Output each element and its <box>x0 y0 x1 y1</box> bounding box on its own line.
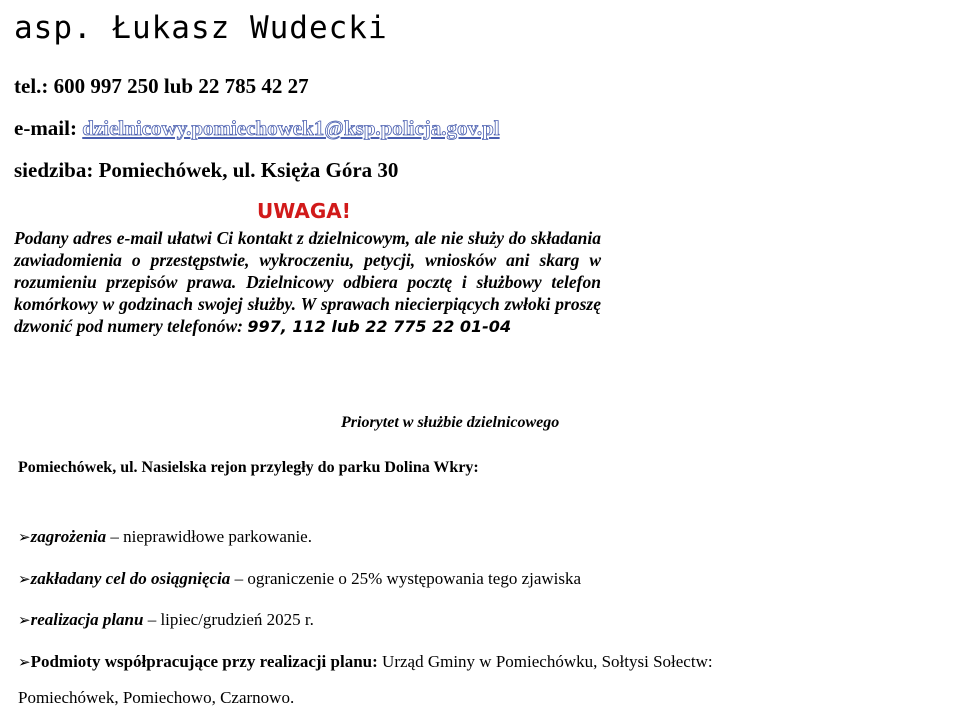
hq-label: siedziba: <box>14 158 94 182</box>
headquarters-line <box>14 158 398 183</box>
partners-continuation: Pomiechówek, Pomiechowo, Czarnowo. <box>18 688 295 707</box>
email-link[interactable]: dzielnicowy.pomiechowek1@ksp.policja.gov.pl <box>82 116 500 140</box>
item-label: zagrożenia <box>30 527 107 546</box>
list-item <box>18 569 581 589</box>
item-label: zakładany cel do osiągnięcia <box>30 569 231 588</box>
item-label: Podmioty współpracujące przy realizacji planu: <box>30 652 378 671</box>
item-text: – lipiec/grudzień 2025 r. <box>143 610 314 629</box>
priority-place: Pomiechówek, ul. Nasielska rejon przyległy do parku Dolina Wkry: <box>18 459 479 476</box>
arrow-bullet-icon: ➢ <box>18 611 31 629</box>
emergency-phones: 997, 112 lub 22 775 22 01-04 <box>247 317 512 336</box>
email-separator: : <box>69 116 77 140</box>
list-item <box>18 652 713 672</box>
arrow-bullet-icon: ➢ <box>18 570 31 588</box>
item-text: Urząd Gminy w Pomiechówku, Sołtysi Sołectw: <box>377 652 713 671</box>
warning-title: UWAGA! <box>257 199 351 223</box>
phone-value: 600 997 250 lub 22 785 42 27 <box>53 74 309 98</box>
priority-title: Priorytet w służbie dzielnicowego <box>341 414 560 431</box>
phone-line <box>14 74 309 99</box>
arrow-bullet-icon: ➢ <box>18 528 31 546</box>
list-item <box>18 610 314 630</box>
item-text: – ograniczenie o 25% występowania tego zjawiska <box>230 569 582 588</box>
officer-name: asp. Łukasz Wudecki <box>14 10 388 46</box>
list-item <box>18 527 312 547</box>
arrow-bullet-icon: ➢ <box>18 653 31 671</box>
email-line <box>14 116 500 141</box>
item-text: – nieprawidłowe parkowanie. <box>106 527 312 546</box>
hq-value: Pomiechówek, ul. Księża Góra 30 <box>98 158 399 182</box>
email-label: e-mail <box>14 116 70 140</box>
phone-label: tel.: <box>14 74 49 98</box>
warning-text: Podany adres e-mail ułatwi Ci kontakt z dzielnicowym, ale nie służy do składania zawiadomienia o przestępstwie, wykroczeniu, petycji, wniosków ani skarg w rozumieniu przepisów prawa. Dzielnicowy odbiera pocztę i służbowy telefon komórkowy w godzinach swojej służby. W sprawach niecierpiących zwłoki proszę dzwonić pod numery telefonów: <box>14 228 601 336</box>
item-label: realizacja planu <box>30 610 144 629</box>
warning-body <box>14 227 601 338</box>
